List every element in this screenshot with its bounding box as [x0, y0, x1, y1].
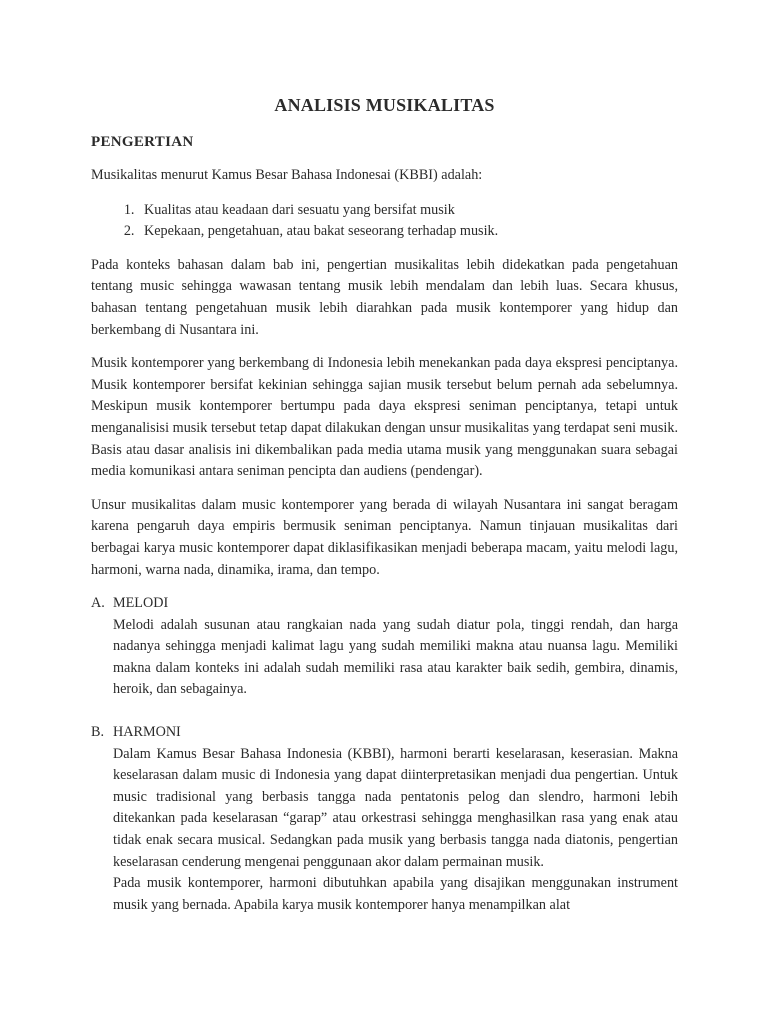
section-heading: PENGERTIAN: [91, 134, 194, 150]
item-heading: [91, 593, 678, 615]
body-paragraph: Musik kontemporer yang berkembang di Indonesia lebih menekankan pada daya ekspresi penciptanya. Musik kontemporer bersifat kekinian sehingga sajian musik tersebut belum pernah ada sebelumnya. Meskipun musik kontemporer bertumpu pada daya ekspresi seniman penciptanya, tetapi untuk menganalisisi musik tersebut tetap dapat dilakukan dengan unsur musikalitas yang terdapat seni musik. Basis atau dasar analisis ini dikembalikan pada media utama musik yang menggunakan suara sebagai media komunikasi antara seniman pencipta dan audiens (pendengar).: [91, 355, 678, 480]
definition-list: [91, 200, 678, 243]
intro-paragraph: Musikalitas menurut Kamus Besar Bahasa Indonesai (KBBI) adalah:: [91, 167, 483, 183]
body-paragraph: Pada konteks bahasan dalam bab ini, pengertian musikalitas lebih didekatkan pada pengetahuan tentang music sehingga wawasan tentang musik lebih mendalam dan lebih luas. Secara khusus, bahasan tentang pengetahuan musik lebih diarahkan pada musik kontemporer yang hidup dan berkembang di Nusantara ini.: [91, 256, 678, 338]
item-title: HARMONI: [113, 724, 181, 741]
item-letter: A.: [91, 595, 105, 612]
section-item-harmoni: [91, 722, 678, 916]
document-page: [91, 92, 678, 916]
section-item-melodi: [91, 593, 678, 701]
document-title: ANALISIS MUSIKALITAS: [274, 95, 495, 115]
definition-item: 1. Kualitas atau keadaan dari sesuatu yang bersifat musik: [138, 200, 678, 222]
item-body: [113, 615, 678, 701]
item-body: [113, 744, 678, 917]
item-paragraph: Dalam Kamus Besar Bahasa Indonesia (KBBI), harmoni berarti keselarasan, keserasian. Makna keselarasan dalam music di Indonesia yang dapat diinterpretasikan menjadi dua pengertian. Untuk music tradisional yang berbasis tangga nada pentatonis pelog dan slendro, harmoni lebih ditekankan pada keselarasan “garap” atau orkestrasi sehingga menghasilkan rasa yang enak atau tidak enak secara musical. Sedangkan pada musik yang berbasis tangga nada diatonis, pengertian keselarasan cenderung mengenai penggunaan akor dalam permainan musik.: [113, 745, 678, 870]
item-heading: [91, 722, 678, 744]
item-paragraph: Pada musik kontemporer, harmoni dibutuhkan apabila yang disajikan menggunakan instrument musik yang bernada. Apabila karya musik kontemporer hanya menampilkan alat: [113, 875, 678, 913]
item-paragraph: Melodi adalah susunan atau rangkaian nada yang sudah diatur pola, tinggi rendah, dan harga nadanya sehingga menjadi kalimat lagu yang sudah memiliki makna atau nuansa lagu. Memiliki makna dalam konteks ini adalah sudah memiliki rasa atau karakter baik sedih, gembira, dinamis, heroik, dan sebagainya.: [113, 616, 678, 698]
item-letter: B.: [91, 724, 105, 741]
item-title: MELODI: [113, 595, 169, 612]
definition-item: 2. Kepekaan, pengetahuan, atau bakat seseorang terhadap musik.: [138, 221, 678, 243]
body-paragraph: Unsur musikalitas dalam music kontemporer yang berada di wilayah Nusantara ini sangat beragam karena pengaruh daya empiris bermusik seniman penciptanya. Namun tinjauan musikalitas dari berbagai karya music kontemporer dapat diklasifikasikan menjadi beberapa macam, yaitu melodi lagu, harmoni, warna nada, dinamika, irama, dan tempo.: [91, 496, 678, 578]
